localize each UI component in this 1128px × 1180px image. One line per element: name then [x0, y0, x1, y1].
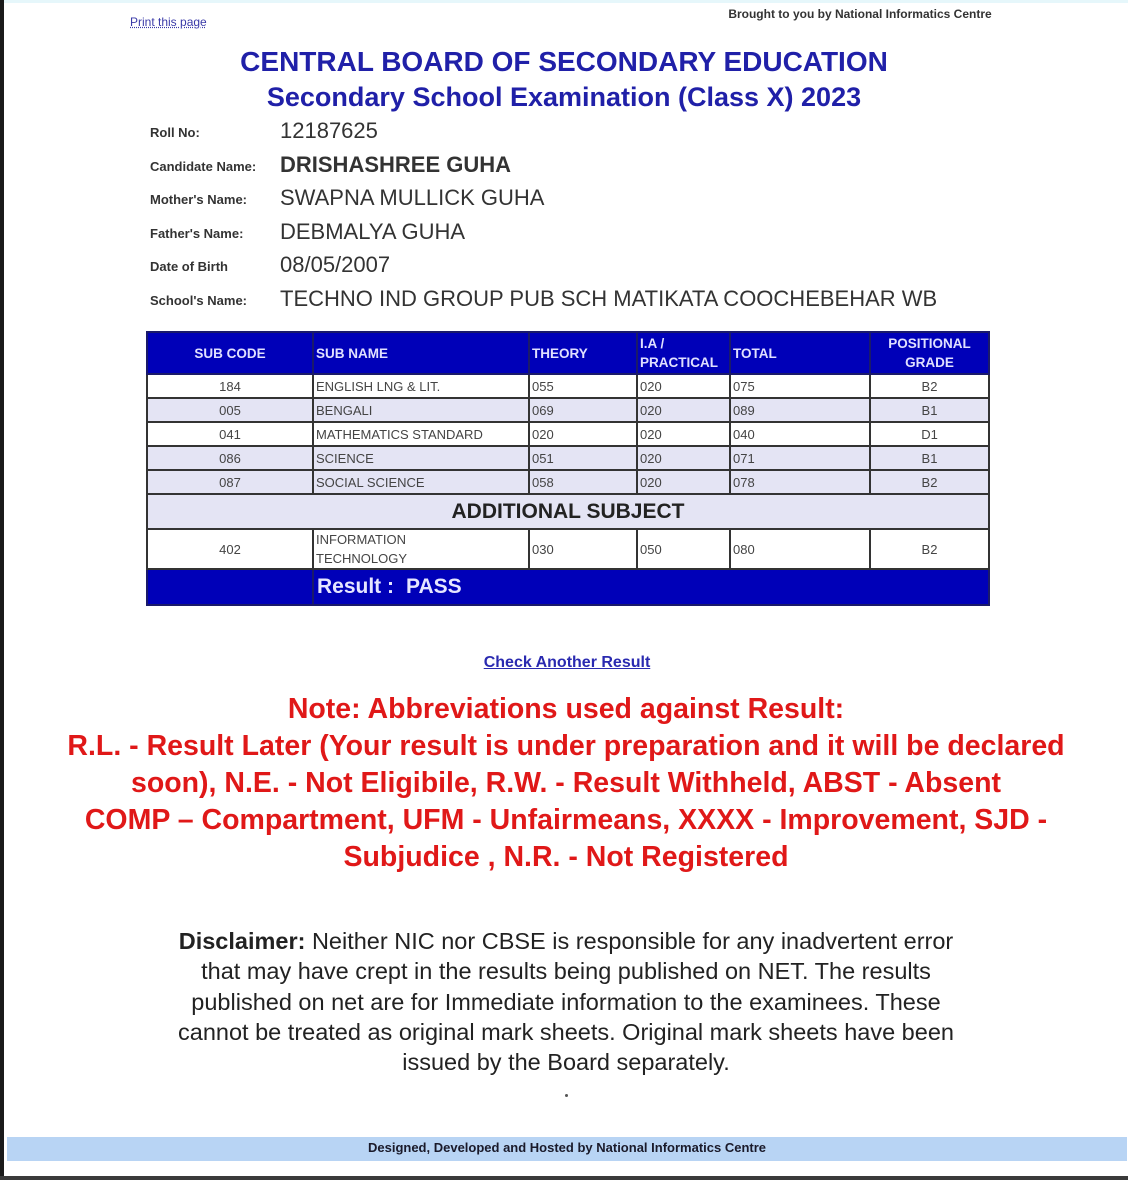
mother-name-label: Mother's Name: — [150, 192, 247, 208]
school-name-label: School's Name: — [150, 292, 248, 308]
theory-cell: 055 — [529, 374, 637, 398]
disclaimer-text: Neither NIC nor CBSE is responsible for any inadvertent error — [305, 928, 954, 954]
note-line: COMP – Compartment, UFM - Unfairmeans, XXXX - Improvement, SJD - — [84, 804, 1048, 836]
total-cell: 075 — [730, 374, 870, 398]
disclaimer — [140, 926, 992, 1077]
grade-cell: B2 — [870, 529, 989, 569]
theory-cell: 051 — [529, 446, 637, 470]
grade-cell: D1 — [870, 422, 989, 446]
footer-bar: Designed, Developed and Hosted by National Informatics Centre — [7, 1137, 1127, 1161]
page-subtitle: Secondary School Examination (Class X) 2023 — [266, 82, 862, 112]
table-row — [147, 470, 989, 494]
practical-cell: 020 — [637, 446, 730, 470]
result-row-spacer — [147, 569, 313, 605]
table-row — [147, 529, 989, 569]
sub-name-cell — [313, 529, 529, 569]
grade-cell: B2 — [870, 470, 989, 494]
col-header-sub-code: SUB CODE — [147, 332, 313, 374]
candidate-name-label: Candidate Name: — [150, 158, 257, 174]
school-name-value: TECHNO IND GROUP PUB SCH MATIKATA COOCHEBEHAR WB — [280, 285, 938, 311]
grade-cell: B1 — [870, 398, 989, 422]
additional-subject-heading-row — [147, 494, 989, 529]
disclaimer-line — [140, 926, 992, 956]
table-row — [147, 446, 989, 470]
sub-name-cell: MATHEMATICS STANDARD — [313, 422, 529, 446]
col-header-grade — [870, 332, 989, 374]
note-line: soon), N.E. - Not Eligibile, R.W. - Result Withheld, ABST - Absent — [130, 767, 1002, 799]
grade-cell: B1 — [870, 446, 989, 470]
sub-code-cell: 087 — [147, 470, 313, 494]
col-header-grade-line2: GRADE — [905, 355, 954, 370]
abbreviations-note — [30, 691, 1102, 876]
sub-code-cell: 005 — [147, 398, 313, 422]
theory-cell: 058 — [529, 470, 637, 494]
roll-no-value: 12187625 — [280, 118, 378, 143]
dob-label: Date of Birth — [150, 259, 228, 275]
sub-name-cell: SCIENCE — [313, 446, 529, 470]
table-header-row — [147, 332, 989, 374]
note-line: Subjudice , N.R. - Not Registered — [343, 841, 789, 873]
result-value: PASS — [406, 575, 462, 598]
disclaimer-line: cannot be treated as original mark sheets. Original mark sheets have been — [178, 1018, 954, 1045]
page-title: CENTRAL BOARD OF SECONDARY EDUCATION — [240, 46, 888, 77]
result-row — [147, 569, 989, 605]
father-name-label: Father's Name: — [150, 225, 244, 241]
note-line: R.L. - Result Later (Your result is under preparation and it will be declared — [67, 730, 1065, 762]
marks-table — [146, 331, 990, 606]
table-row — [147, 374, 989, 398]
sub-code-cell: 041 — [147, 422, 313, 446]
dob-value: 08/05/2007 — [280, 252, 391, 278]
col-header-sub-name: SUB NAME — [313, 332, 529, 374]
total-cell: 078 — [730, 470, 870, 494]
disclaimer-line: issued by the Board separately. — [402, 1049, 730, 1076]
total-cell: 089 — [730, 398, 870, 422]
sub-code-cell: 086 — [147, 446, 313, 470]
sub-name-cell: BENGALI — [313, 398, 529, 422]
window-bottom-border — [0, 1176, 1128, 1180]
practical-cell: 020 — [637, 422, 730, 446]
practical-cell: 050 — [637, 529, 730, 569]
theory-cell: 030 — [529, 529, 637, 569]
sub-name-cell: ENGLISH LNG & LIT. — [313, 374, 529, 398]
note-line: Note: Abbreviations used against Result: — [287, 693, 845, 725]
sub-name-line2: TECHNOLOGY — [316, 551, 408, 566]
practical-cell: 020 — [637, 398, 730, 422]
practical-cell: 020 — [637, 374, 730, 398]
total-cell: 071 — [730, 446, 870, 470]
print-page-link[interactable]: Print this page — [130, 15, 207, 29]
result-cell — [313, 569, 989, 605]
theory-cell: 020 — [529, 422, 637, 446]
table-row — [147, 398, 989, 422]
top-edge — [0, 0, 1128, 3]
col-header-theory: THEORY — [529, 332, 637, 374]
additional-subject-heading: ADDITIONAL SUBJECT — [147, 494, 989, 529]
theory-cell: 069 — [529, 398, 637, 422]
sub-code-cell: 402 — [147, 529, 313, 569]
total-cell: 040 — [730, 422, 870, 446]
father-name-value: DEBMALYA GUHA — [280, 218, 466, 244]
table-row — [147, 422, 989, 446]
disclaimer-line: published on net are for Immediate information to the examinees. These — [191, 988, 941, 1015]
col-header-practical — [637, 332, 730, 374]
candidate-name-value: DRISHASHREE GUHA — [280, 151, 512, 177]
col-header-grade-line1: POSITIONAL — [888, 336, 971, 351]
sub-name-line1: INFORMATION — [316, 532, 407, 547]
grade-cell: B2 — [870, 374, 989, 398]
col-header-total: TOTAL — [730, 332, 870, 374]
check-another-result-link[interactable]: Check Another Result — [483, 654, 651, 671]
total-cell: 080 — [730, 529, 870, 569]
window-left-border — [0, 0, 4, 1180]
decorative-dot — [565, 1094, 568, 1097]
col-header-practical-line1: I.A / — [640, 336, 665, 351]
sub-code-cell: 184 — [147, 374, 313, 398]
disclaimer-line: that may have crept in the results being published on NET. The results — [201, 958, 931, 985]
disclaimer-label: Disclaimer: — [178, 928, 306, 954]
roll-no-label: Roll No: — [150, 125, 200, 140]
practical-cell: 020 — [637, 470, 730, 494]
brought-by-text: Brought to you by National Informatics Centre — [728, 7, 992, 21]
mother-name-value: SWAPNA MULLICK GUHA — [280, 185, 545, 211]
sub-name-cell: SOCIAL SCIENCE — [313, 470, 529, 494]
col-header-practical-line2: PRACTICAL — [640, 355, 718, 370]
result-label: Result : — [317, 575, 395, 598]
